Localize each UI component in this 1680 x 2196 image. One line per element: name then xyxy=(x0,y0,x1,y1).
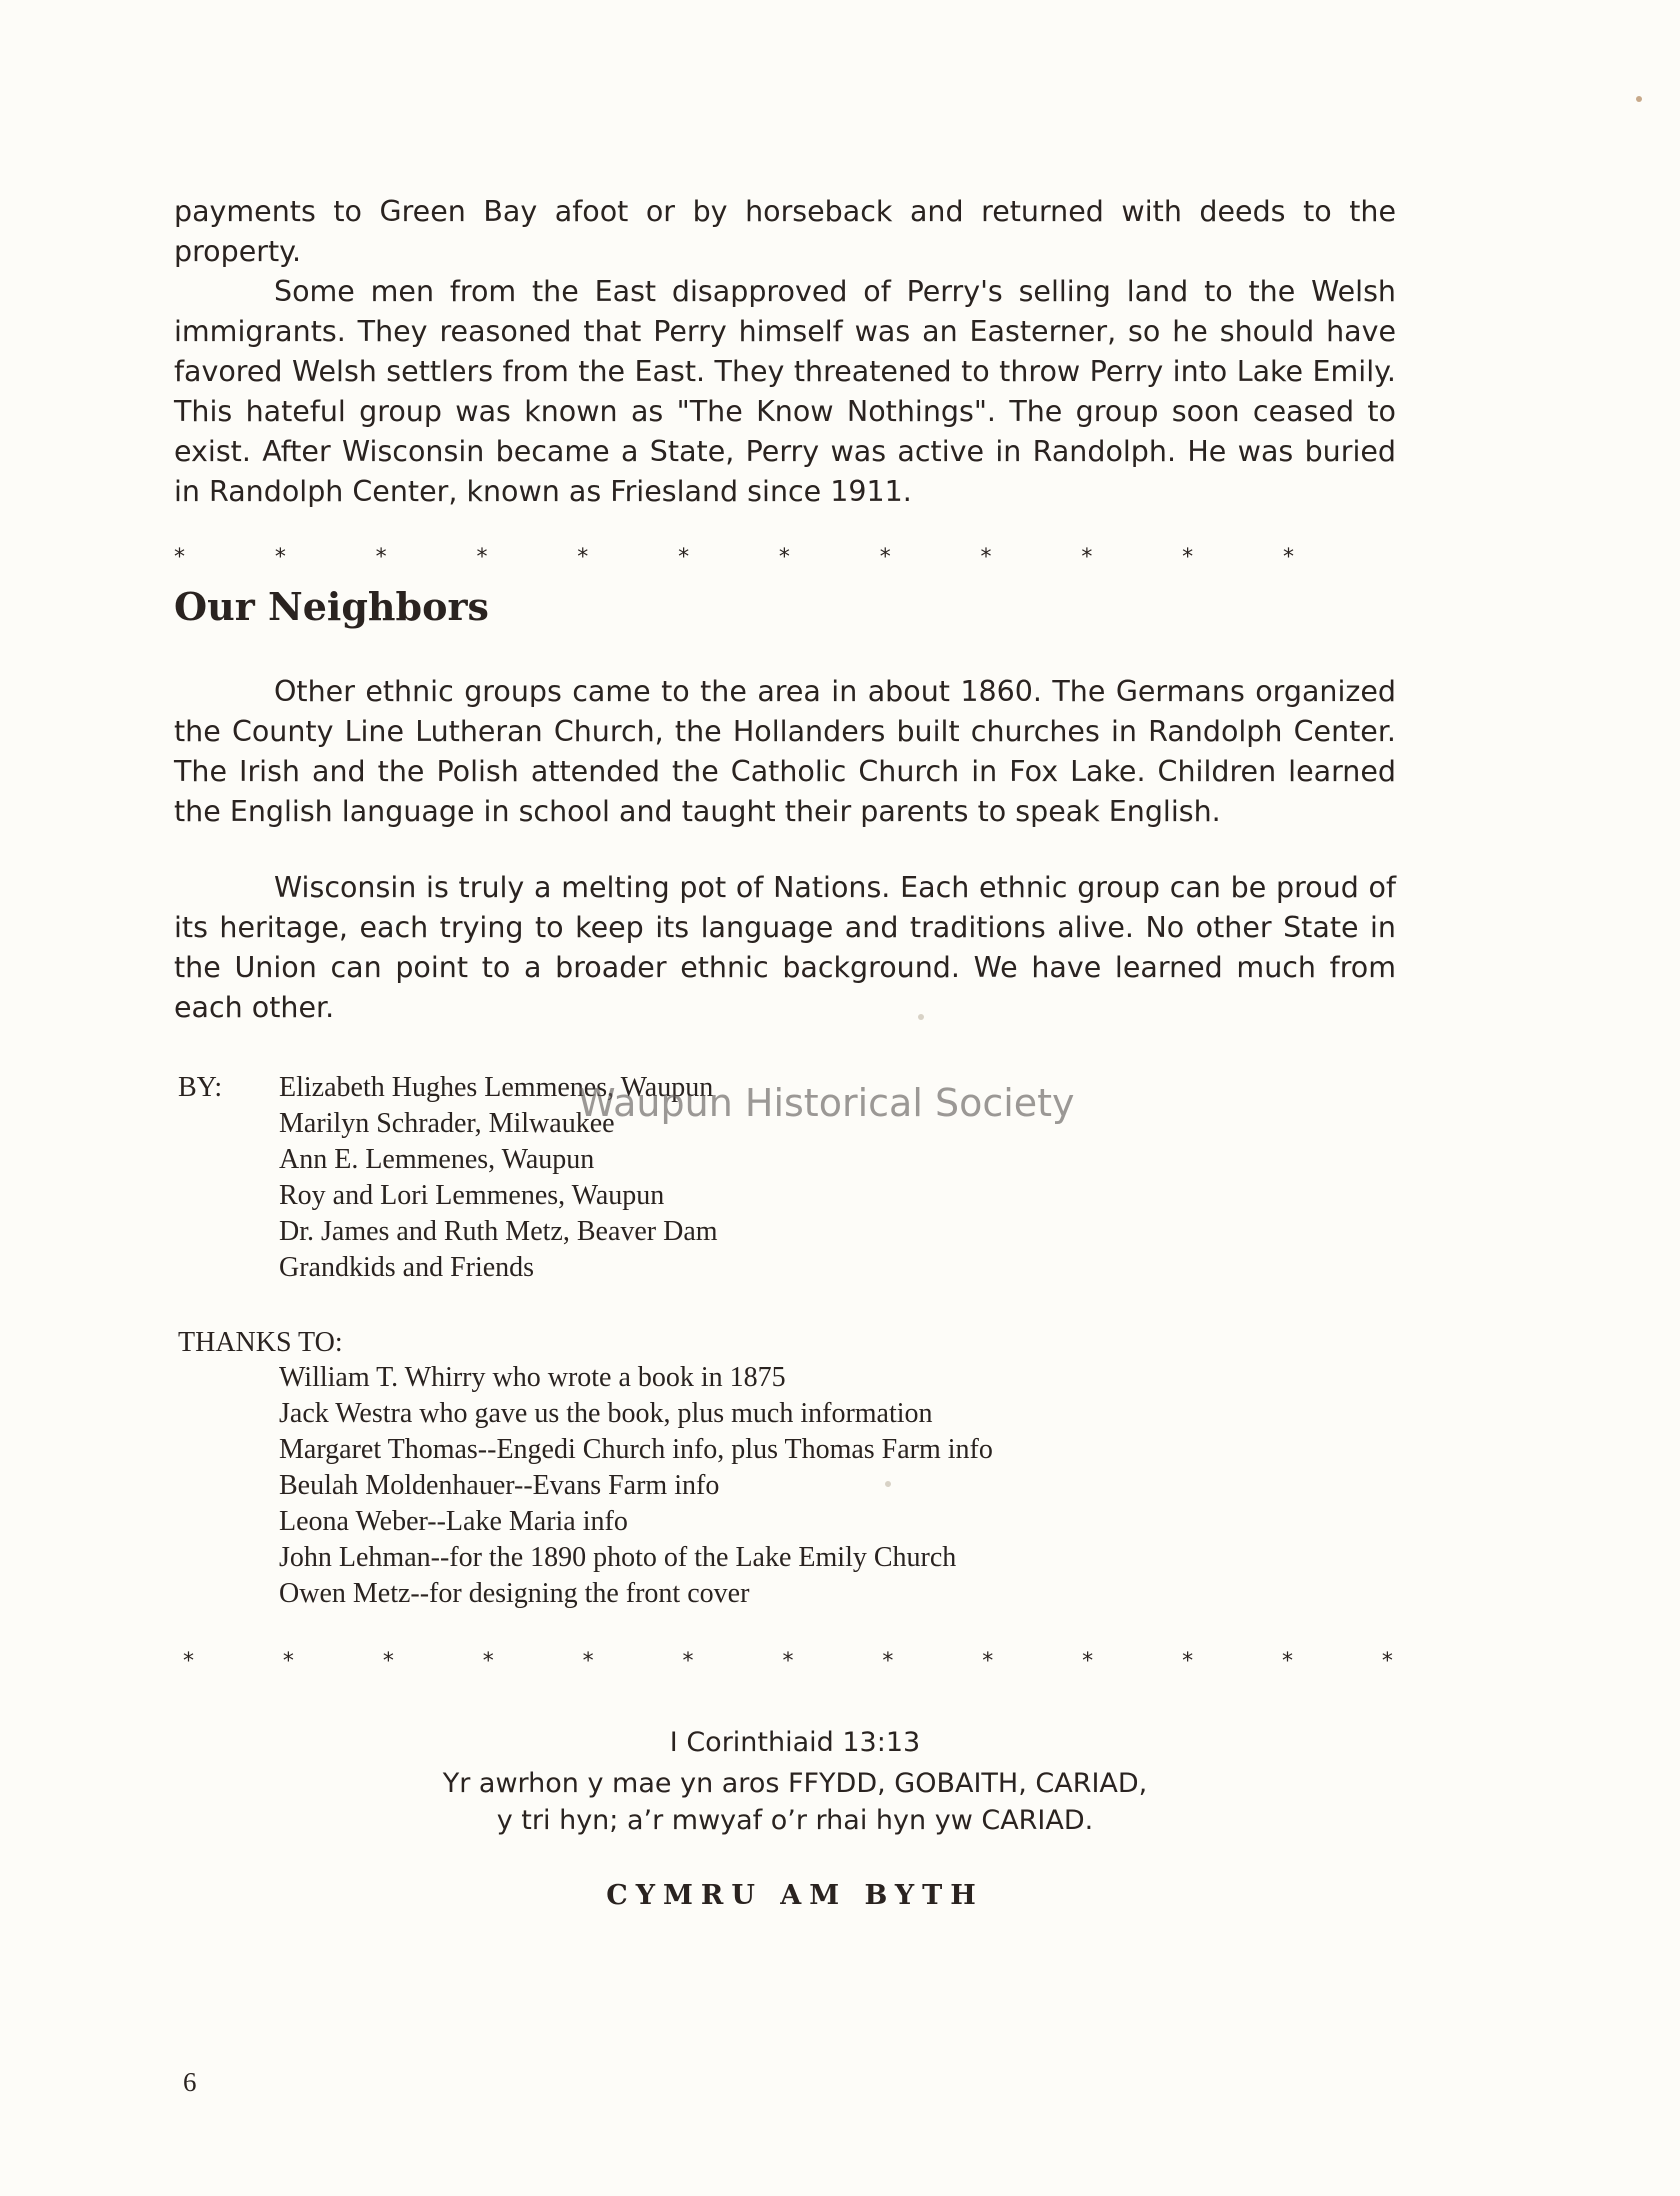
page-number: 6 xyxy=(183,2067,197,2097)
list-item: Grandkids and Friends xyxy=(279,1252,535,1283)
section-heading: Our Neighbors xyxy=(174,584,489,629)
paper-speck xyxy=(918,1014,924,1020)
verse-reference: I Corinthiaid 13:13 xyxy=(669,1727,921,1758)
list-item: Beulah Moldenhauer--Evans Farm info xyxy=(279,1470,720,1501)
neighbors-paragraph-melting-pot: Wisconsin is truly a melting pot of Nations. Each ethnic group can be proud of its heritage, each trying to keep its language and traditions alive. No other State in the Union can point to a broader ethnic background. We have learned much from each other. xyxy=(174,871,1396,1024)
list-item: Margaret Thomas--Engedi Church info, plus Thomas Farm info xyxy=(279,1434,993,1465)
list-item: Elizabeth Hughes Lemmenes, Waupun xyxy=(279,1072,714,1103)
star-separator-bottom: * * * * * * * * * * * * * xyxy=(183,1649,1393,1674)
verse-line-1: Yr awrhon y mae yn aros FFYDD, GOBAITH, CARIAD, xyxy=(442,1768,1148,1799)
intro-paragraph-continued: payments to Green Bay afoot or by horseback and returned with deeds to the property. xyxy=(174,195,1396,268)
list-item: William T. Whirry who wrote a book in 1875 xyxy=(279,1362,786,1393)
paper-speck xyxy=(885,1481,891,1487)
verse-line-2: y tri hyn; a’r mwyaf o’r rhai hyn yw CARIAD. xyxy=(496,1805,1094,1836)
closing-motto: CYMRU AM BYTH xyxy=(606,1880,984,1911)
list-item: Dr. James and Ruth Metz, Beaver Dam xyxy=(279,1216,718,1247)
list-item: Jack Westra who gave us the book, plus much information xyxy=(279,1398,933,1429)
intro-paragraph-know-nothings: Some men from the East disapproved of Perry's selling land to the Welsh immigrants. They reasoned that Perry himself was an Easterner, so he should have favored Welsh settlers from the East. They threatened to throw Perry into Lake Emily. This hateful group was known as "The Know Nothings". The group soon ceased to exist. After Wisconsin became a State, Perry was active in Randolph. He was buried in Randolph Center, known as Friesland since 1911. xyxy=(174,275,1396,508)
star-separator-top: * * * * * * * * * * * * xyxy=(174,545,1294,570)
thanks-label: THANKS TO: xyxy=(178,1327,343,1358)
list-item: Roy and Lori Lemmenes, Waupun xyxy=(279,1180,665,1211)
paper-speck xyxy=(1636,96,1642,102)
list-item: Marilyn Schrader, Milwaukee xyxy=(279,1108,615,1139)
list-item: Leona Weber--Lake Maria info xyxy=(279,1506,628,1537)
list-item: Ann E. Lemmenes, Waupun xyxy=(279,1144,595,1175)
by-label: BY: xyxy=(178,1072,223,1103)
list-item: John Lehman--for the 1890 photo of the Lake Emily Church xyxy=(279,1542,957,1573)
watermark: Waupun Historical Society xyxy=(578,1081,1075,1125)
list-item: Owen Metz--for designing the front cover xyxy=(279,1578,750,1609)
neighbors-paragraph-ethnic-groups: Other ethnic groups came to the area in about 1860. The Germans organized the County Line Lutheran Church, the Hollanders built churches in Randolph Center. The Irish and the Polish attended the Catholic Church in Fox Lake. Children learned the English language in school and taught their parents to speak English. xyxy=(174,675,1396,828)
